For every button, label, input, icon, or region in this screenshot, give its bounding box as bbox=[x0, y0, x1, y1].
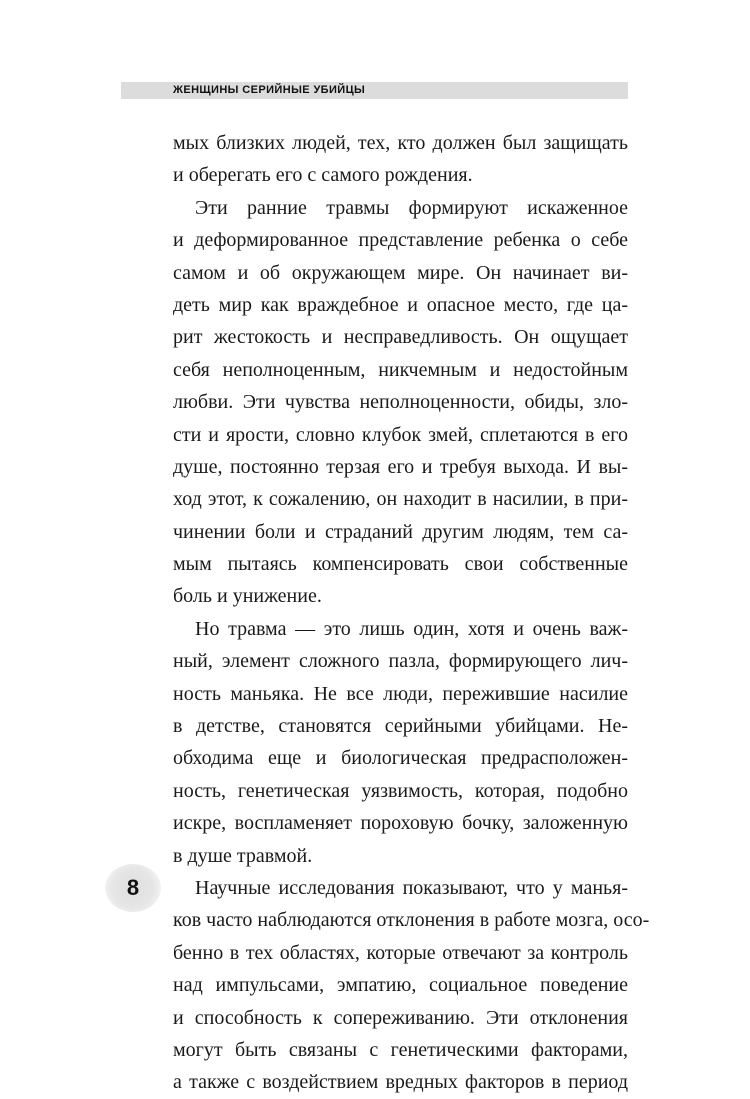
text-line: любви. Эти чувства неполноценности, обиды, зло- bbox=[173, 391, 628, 414]
text-line: ков часто наблюдаются отклонения в работе мозга, осо- bbox=[173, 909, 650, 932]
text-line: чинении боли и страданий другим людям, тем са- bbox=[173, 520, 628, 543]
text-line: ность, генетическая уязвимость, которая, подобно bbox=[173, 779, 628, 802]
running-header-title: ЖЕНЩИНЫ СЕРИЙНЫЕ УБИЙЦЫ bbox=[173, 84, 366, 96]
text-line: ность маньяка. Не все люди, пережившие насилие bbox=[173, 682, 628, 705]
text-line: себя неполноценным, никчемным и недостойным bbox=[173, 358, 628, 381]
text-line: а также с воздействием вредных факторов в период bbox=[173, 1071, 628, 1094]
text-line: обходима еще и биологическая предрасположен- bbox=[173, 747, 628, 770]
text-line: в детстве, становятся серийными убийцами. Не- bbox=[173, 715, 628, 738]
text-line: над импульсами, эмпатию, социальное поведение bbox=[173, 974, 628, 997]
text-line: Эти ранние травмы формируют искаженное bbox=[195, 196, 628, 219]
text-line: ный, элемент сложного пазла, формирующего лич- bbox=[173, 650, 628, 673]
body-text bbox=[173, 127, 650, 1099]
text-line: и способность к сопереживанию. Эти отклонения bbox=[173, 1006, 628, 1029]
page-number: 8 bbox=[126, 875, 140, 900]
text-line: мым пытаясь компенсировать свои собственные bbox=[173, 553, 628, 576]
text-line: боль и унижение. bbox=[173, 585, 322, 608]
running-header bbox=[121, 82, 628, 99]
text-line: мых близких людей, тех, кто должен был защищать bbox=[173, 132, 628, 154]
text-line: Но травма — это лишь один, хотя и очень важ- bbox=[195, 617, 628, 640]
text-line: самом и об окружающем мире. Он начинает ви- bbox=[173, 261, 628, 284]
text-line: сти и ярости, словно клубок змей, сплетаются в его bbox=[173, 423, 628, 446]
text-line: могут быть связаны с генетическими факторами, bbox=[173, 1038, 628, 1061]
text-line: и деформированное представление ребенка о себе bbox=[173, 229, 628, 252]
text-line: душе, постоянно терзая его и требуя выхода. И вы- bbox=[173, 455, 628, 478]
text-line: искре, воспламеняет пороховую бочку, заложенную bbox=[173, 812, 628, 835]
text-line: Научные исследования показывают, что у манья- bbox=[195, 876, 628, 899]
page-number-badge bbox=[105, 864, 161, 912]
text-line: рит жестокость и несправедливость. Он ощущает bbox=[173, 326, 628, 349]
text-line: бенно в тех областях, которые отвечают за контроль bbox=[173, 941, 628, 964]
text-line: деть мир как враждебное и опасное место, где ца- bbox=[173, 293, 628, 316]
text-line: и оберегать его с самого рождения. bbox=[173, 164, 473, 187]
text-line: в душе травмой. bbox=[173, 844, 313, 867]
text-line: ход этот, к сожалению, он находит в насилии, в при- bbox=[173, 488, 628, 511]
